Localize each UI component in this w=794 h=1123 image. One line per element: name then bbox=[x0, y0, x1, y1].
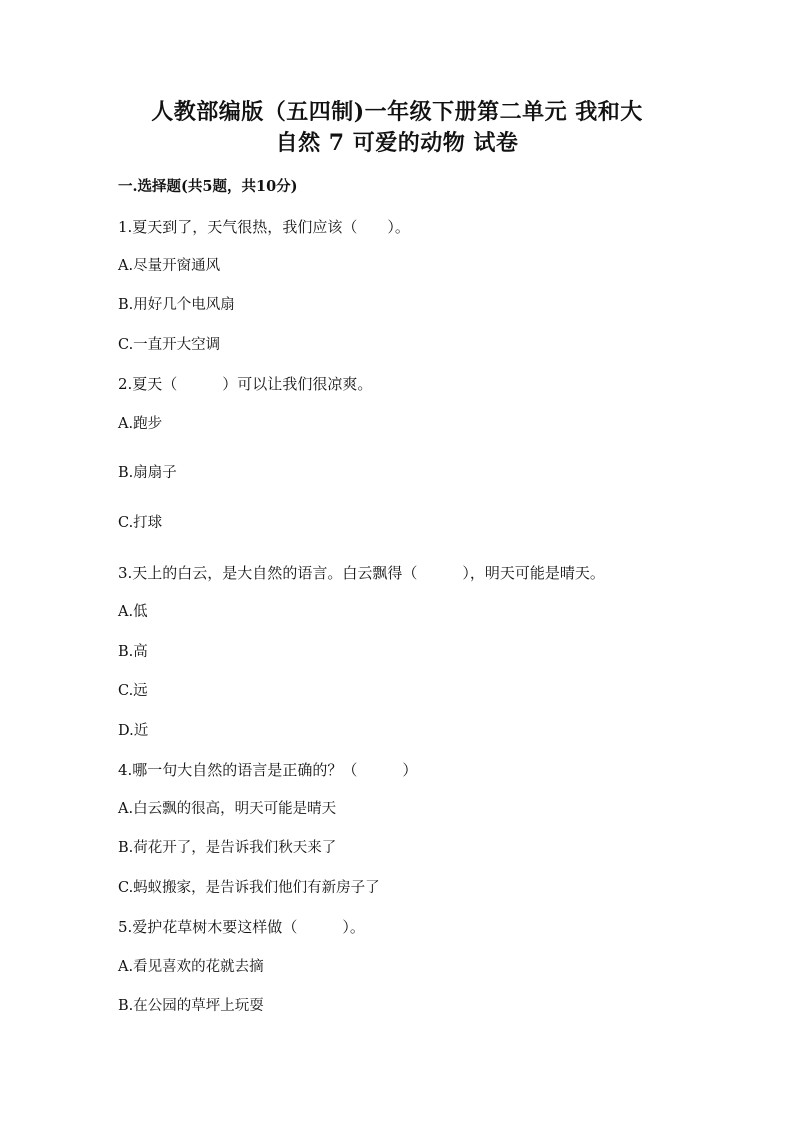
question-2-option-a: A.跑步 bbox=[118, 416, 163, 432]
question-3-option-a: A.低 bbox=[118, 604, 148, 620]
question-1-option-b: B.用好几个电风扇 bbox=[118, 297, 235, 313]
question-1-option-a: A.尽量开窗通风 bbox=[118, 258, 221, 274]
question-2-option-b: B.扇扇子 bbox=[118, 465, 177, 481]
section-heading: 一.选择题(共5题，共10分) bbox=[118, 178, 298, 195]
question-4-option-a: A.白云飘的很高，明天可能是晴天 bbox=[118, 801, 337, 817]
question-2-stem: 2.夏天（ ）可以让我们很凉爽。 bbox=[118, 375, 373, 393]
question-1-option-c: C.一直开大空调 bbox=[118, 337, 221, 353]
title-line-2: 自然 7 可爱的动物 试卷 bbox=[275, 130, 519, 156]
question-5-option-a: A.看见喜欢的花就去摘 bbox=[118, 959, 264, 975]
question-4-option-c: C.蚂蚁搬家，是告诉我们他们有新房子了 bbox=[118, 880, 380, 896]
question-5-stem: 5.爱护花草树木要这样做（ ）。 bbox=[118, 918, 365, 936]
question-3-option-b: B.高 bbox=[118, 644, 148, 660]
question-3-stem: 3.天上的白云，是大自然的语言。白云飘得（ ），明天可能是晴天。 bbox=[118, 564, 605, 582]
title-line-1: 人教部编版（五四制)一年级下册第二单元 我和大 bbox=[151, 99, 643, 125]
question-4-option-b: B.荷花开了，是告诉我们秋天来了 bbox=[118, 840, 337, 856]
question-2-option-c: C.打球 bbox=[118, 515, 163, 531]
question-3-option-d: D.近 bbox=[118, 723, 149, 739]
question-3-option-c: C.远 bbox=[118, 683, 148, 699]
question-1-stem: 1.夏天到了，天气很热，我们应该（ ）。 bbox=[118, 218, 410, 236]
question-4-stem: 4.哪一句大自然的语言是正确的？（ ） bbox=[118, 761, 418, 779]
question-5-option-b: B.在公园的草坪上玩耍 bbox=[118, 998, 264, 1014]
